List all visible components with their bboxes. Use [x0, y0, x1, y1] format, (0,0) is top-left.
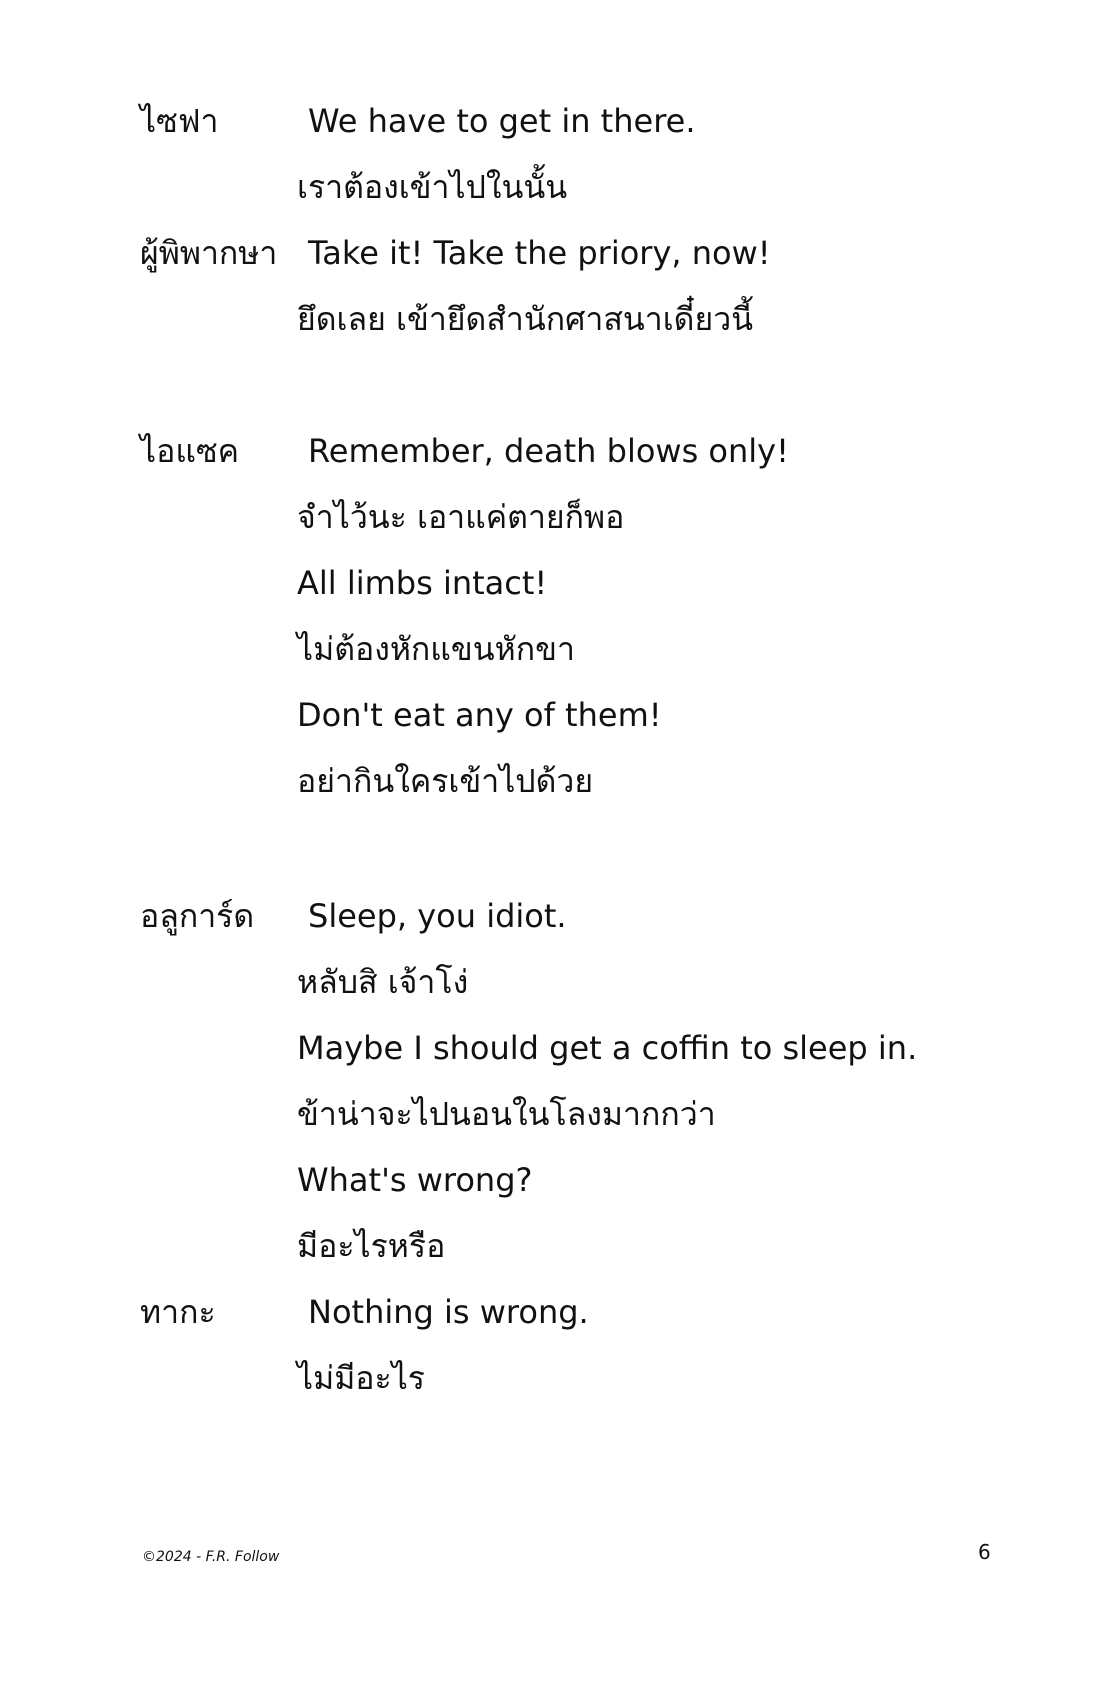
dialogue-english: Remember, death blows only! [308, 432, 789, 470]
speaker-name: อลูการ์ด [140, 897, 255, 935]
dialogue-thai: ไม่มีอะไร [297, 1359, 425, 1397]
dialogue-english: Don't eat any of them! [297, 696, 662, 734]
speaker-name: ไอแซค [140, 432, 240, 470]
page-number: 6 [978, 1540, 991, 1564]
speaker-name: ทากะ [140, 1293, 216, 1331]
copyright-footer: ©2024 - F.R. Follow [142, 1549, 280, 1565]
dialogue-english: Take it! Take the priory, now! [308, 234, 771, 272]
dialogue-english: Sleep, you idiot. [308, 897, 567, 935]
dialogue-thai: หลับสิ เจ้าโง่ [297, 963, 469, 1001]
dialogue-english: All limbs intact! [297, 564, 548, 602]
dialogue-thai: ไม่ต้องหักแขนหักขา [297, 630, 575, 668]
dialogue-thai: มีอะไรหรือ [297, 1227, 446, 1265]
dialogue-english: Nothing is wrong. [308, 1293, 589, 1331]
dialogue-thai: เราต้องเข้าไปในนั้น [297, 168, 568, 206]
speaker-name: ผู้พิพากษา [140, 234, 278, 272]
dialogue-thai: อย่ากินใครเข้าไปด้วย [297, 762, 594, 800]
dialogue-english: Maybe I should get a coffin to sleep in. [297, 1029, 918, 1067]
dialogue-thai: ยึดเลย เข้ายึดสำนักศาสนาเดี๋ยวนี้ [297, 300, 754, 338]
dialogue-thai: ข้าน่าจะไปนอนในโลงมากกว่า [297, 1095, 716, 1133]
speaker-name: ไซฟา [140, 102, 219, 140]
dialogue-thai: จำไว้นะ เอาแค่ตายก็พอ [297, 498, 625, 536]
dialogue-english: What's wrong? [297, 1161, 533, 1199]
dialogue-english: We have to get in there. [308, 102, 696, 140]
